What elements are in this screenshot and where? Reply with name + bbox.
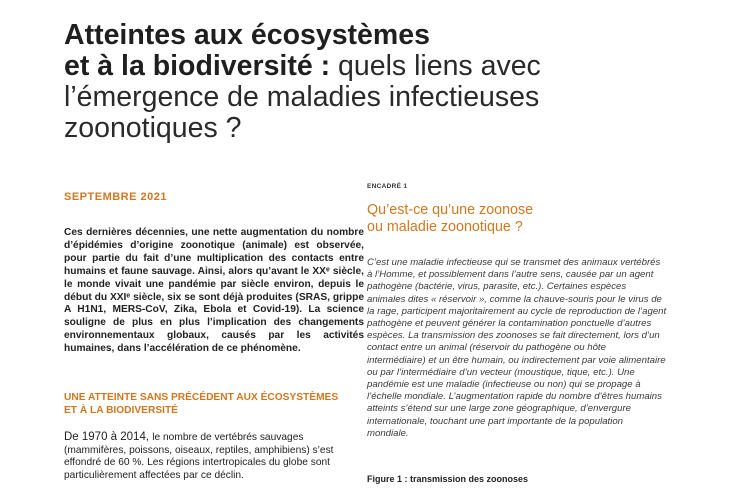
intro-paragraph: Ces dernières décennies, une nette augmentation du nombre d’épidémies d’origine zoonotique (animale) est observée, pour partie du fait d’une multiplication des contacts entre humains et faune sauvage. Ainsi, alors qu’avant le XXᵉ siècle, le monde vivait une pandémie par siècle environ, depuis le début du XXIᵉ siècle, six se sont déjà produites (SRAS, grippe A H1N1, MERS-CoV, Zika, Ebola et Covid-19). La science souligne de plus en plus l’implication des changements environnementaux globaux, causés par les activités humaines, dans l’accélération de ce phénomène. — [64, 227, 364, 355]
left-column — [64, 227, 364, 482]
section-body-text: le nombre de vertébrés sauvages (mammifères, poissons, oiseaux, reptiles, amphibiens) s’est effondré de 60 %. Les régions intertropicales du globe sont particulièrement affectées par ce déclin. — [64, 432, 334, 481]
section-heading — [64, 392, 364, 417]
title-light-line4: zoonotiques ? — [64, 112, 242, 144]
title-bold-line1: Atteintes aux écosystèmes — [64, 19, 430, 51]
section-heading-line2: ET À LA BIODIVERSITÉ — [64, 404, 178, 416]
section-body — [64, 431, 364, 482]
encadre-title-line2: ou maladie zoonotique ? — [367, 219, 523, 235]
figure-caption: Figure 1 : transmission des zoonoses — [367, 474, 529, 484]
publication-date: SEPTEMBRE 2021 — [64, 191, 167, 203]
encadre-definition: C’est une maladie infectieuse qui se transmet des animaux vertébrés à l’Homme, et possiblement dans l’autre sens, causée par un agent pathogène (bactérie, virus, parasite, etc.). Certaines espèces animales dites « réservoir », comme la chauve-souris pour le virus de la rage, participent majoritairement au cycle de reproduction de l’agent pathogène et peuvent générer la contamination ponctuelle d’autres espèces. La transmission des zoonoses se fait directement, lors d’un contact entre un animal (réservoir du pathogène ou hôte intermédiaire) et un être humain, ou indirectement par voie alimentaire ou par l’intermédiaire d’un vecteur (moustique, tique, etc.). Une pandémie est une maladie (infectieuse ou non) qui se propage à l’échelle mondiale. L’augmentation rapide du nombre d’êtres humains atteints s’étend sur une large zone géographique, d’envergure internationale, touchant une part importante de la population mondiale. — [367, 257, 667, 439]
title-light-line2: quels liens avec — [338, 50, 541, 82]
encadre-title-line1: Qu’est-ce qu’une zoonose — [367, 202, 534, 218]
encadre-box — [367, 183, 667, 440]
encadre-label: ENCADRÉ 1 — [367, 183, 408, 190]
section-heading-line1: UNE ATTEINTE SANS PRÉCÉDENT AUX ÉCOSYSTÈMES — [64, 392, 339, 404]
title-bold-line2: et à la biodiversité : — [64, 50, 339, 82]
title-light-line3: l’émergence de maladies infectieuses — [64, 81, 540, 113]
section-body-lead: De 1970 à 2014, — [64, 431, 153, 444]
encadre-title — [367, 202, 667, 236]
page-title — [64, 20, 704, 144]
